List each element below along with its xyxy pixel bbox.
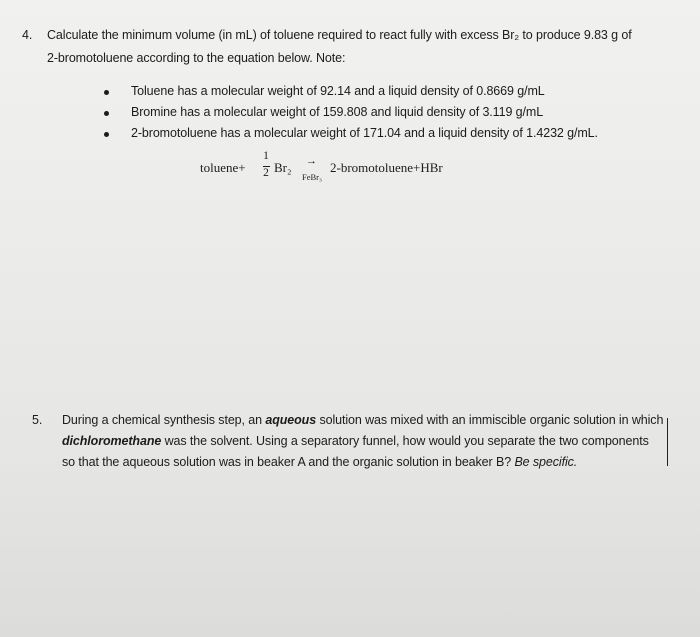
line-3-text: so that the aqueous solution was in beaker A and the organic solution in beaker B? [62, 455, 512, 469]
margin-line [667, 418, 668, 466]
question-5-line-3 [62, 455, 577, 469]
bullet-icon [104, 132, 109, 137]
coefficient-numerator: 1 [263, 150, 269, 162]
equation-catalyst: FeBr₃ [302, 172, 322, 182]
bullet-icon [104, 90, 109, 95]
question-4-number: 4. [22, 28, 33, 42]
be-specific-text: Be specific. [514, 455, 578, 469]
equation-reagent: Br₂ [274, 160, 292, 175]
dichloromethane-term: dichloromethane [62, 434, 162, 448]
line-1-end: solution was mixed with an immiscible organic solution in which [319, 413, 664, 427]
question-5-line-1 [62, 413, 663, 427]
equation-product: 2-bromotoluene+HBr [330, 160, 443, 175]
note-bromine: Bromine has a molecular weight of 159.808 and liquid density of 3.119 g/mL [131, 105, 544, 119]
question-5-line-2 [62, 434, 649, 448]
equation-arrow: → [306, 155, 317, 167]
equation-reactant: toluene+ [200, 160, 246, 175]
line-2-text: was the solvent. Using a separatory funnel, how would you separate the two components [164, 434, 649, 448]
question-4-line-1: Calculate the minimum volume (in mL) of toluene required to react fully with excess Br₂ to produce 9.83 g of [47, 28, 632, 42]
aqueous-term: aqueous [265, 413, 317, 427]
question-4-line-2: 2-bromotoluene according to the equation below. Note: [47, 51, 346, 65]
note-toluene: Toluene has a molecular weight of 92.14 and a liquid density of 0.8669 g/mL [131, 84, 545, 98]
note-bromotoluene: 2-bromotoluene has a molecular weight of 171.04 and a liquid density of 1.4232 g/mL. [131, 126, 598, 140]
bullet-icon [104, 111, 109, 116]
coefficient-denominator: 2 [263, 167, 269, 179]
line-1-start: During a chemical synthesis step, an [62, 413, 262, 427]
question-5-number: 5. [32, 413, 43, 427]
